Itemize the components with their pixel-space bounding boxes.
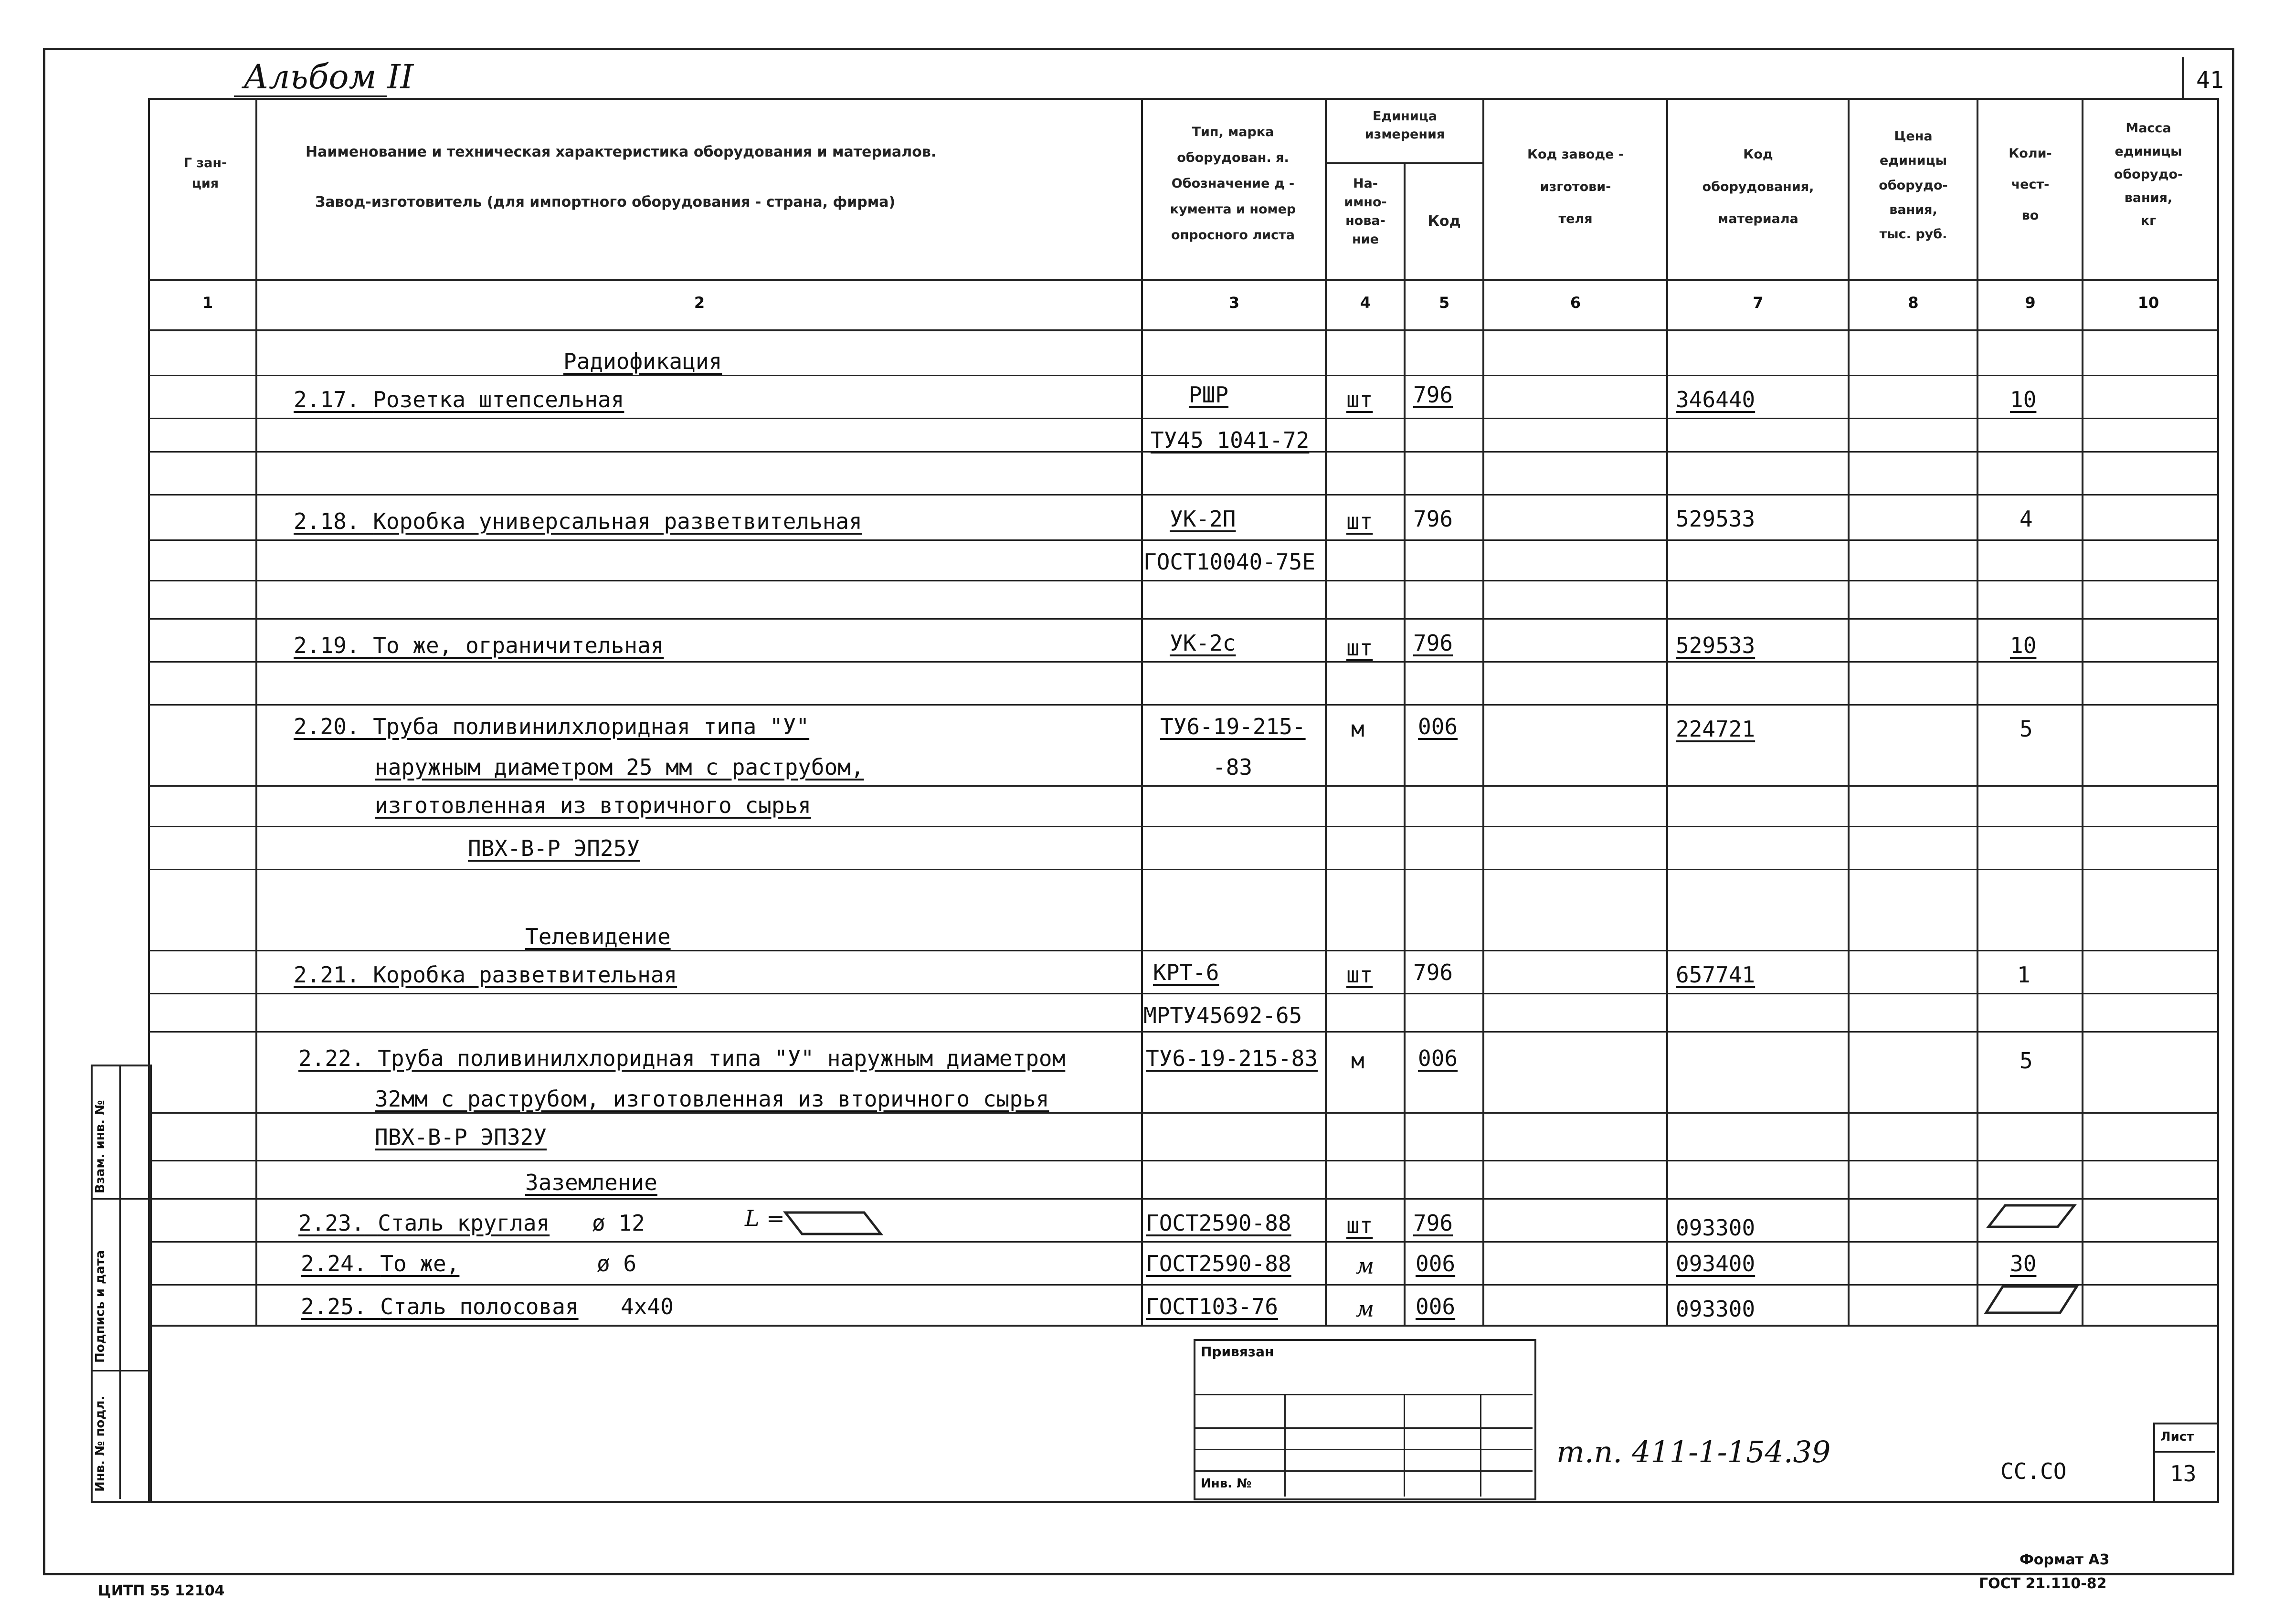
row-217-code: 796 (1413, 382, 1453, 408)
row-218-mat: 529533 (1676, 506, 1755, 532)
row-218-unit: шт (1346, 508, 1373, 534)
row-222-name3: ПВХ-В-Р ЭП32У (375, 1124, 547, 1150)
header-col5: Код (1428, 213, 1461, 230)
section-radio: Радиофикация (563, 348, 722, 374)
row-217-qty: 10 (2010, 387, 2037, 412)
colnum-1: 1 (202, 294, 213, 312)
colnum-9: 9 (2025, 294, 2036, 312)
row-217-type: РШР (1189, 382, 1229, 408)
header-col6: Код заводе - изготови- теля (1527, 147, 1624, 226)
section-tv: Телевидение (525, 924, 671, 949)
colnum-7: 7 (1753, 294, 1764, 312)
row-223-code: 796 (1413, 1210, 1453, 1236)
colnum-3: 3 (1228, 294, 1240, 312)
row-221-qty: 1 (2017, 962, 2030, 988)
colnum-5: 5 (1438, 294, 1450, 312)
row-219-qty: 10 (2010, 633, 2037, 658)
side-podpis: Подпись и дата (93, 1250, 107, 1363)
row-221-unit: шт (1346, 962, 1373, 988)
row-222-qty: 5 (2020, 1048, 2033, 1074)
stamp-mark: СС.СО (2000, 1458, 2067, 1484)
row-220-name3: изготовленная из вторичного сырья (375, 792, 811, 818)
header-col3: Тип, марка оборудован. я. Обозначение д - кумента и номер опросного листа (1170, 125, 1296, 243)
header-col9: Коли- чест- во (2009, 146, 2052, 223)
stamp-list-label: Лист (2160, 1430, 2194, 1444)
row-219-name: 2.19. То же, ограничительная (294, 633, 664, 658)
row-217-unit: шт (1346, 387, 1373, 412)
row-222-name2: 32мм с раструбом, изготовленная из вторичного сырья (375, 1086, 1049, 1112)
row-224-name: 2.24. То же, (301, 1251, 460, 1276)
row-218-type2: ГОСТ10040-75Е (1143, 549, 1316, 575)
row-222-code: 006 (1418, 1045, 1458, 1071)
colnum-2: 2 (694, 294, 705, 312)
row-220-name2: наружным диаметром 25 мм с раструбом, (375, 754, 864, 780)
row-222-type: ТУ6-19-215-83 (1146, 1045, 1318, 1071)
row-224-mat: 093400 (1676, 1251, 1755, 1276)
header-col7: Код оборудования, материала (1702, 147, 1814, 226)
row-219-mat: 529533 (1676, 633, 1755, 658)
row-221-name: 2.21. Коробка разветвительная (294, 962, 677, 988)
footer-left: ЦИТП 55 12104 (98, 1582, 225, 1599)
footer-gost: ГОСТ 21.110-82 (1979, 1575, 2107, 1592)
row-217-type2: ТУ45 1041-72 (1151, 427, 1310, 453)
row-219-code: 796 (1413, 630, 1453, 656)
row-222-name: 2.22. Труба поливинилхлоридная типа "У" наружным диаметром (298, 1045, 1066, 1071)
row-222-unit: м (1351, 1048, 1364, 1074)
stamp-privyazan: Привязан (1201, 1344, 1274, 1360)
header-col8: Цена единицы оборудо- вания, тыс. руб. (1879, 129, 1948, 242)
footer-format: Формат А3 (2020, 1551, 2110, 1568)
row-220-name: 2.20. Труба поливинилхлоридная типа "У" (294, 714, 810, 739)
colnum-8: 8 (1908, 294, 1919, 312)
row-225-type: ГОСТ103-76 (1146, 1294, 1278, 1319)
row-220-qty: 5 (2020, 716, 2033, 742)
colnum-10: 10 (2137, 294, 2159, 312)
colnum-6: 6 (1570, 294, 1581, 312)
row-224-qty: 30 (2010, 1251, 2037, 1276)
row-217-mat: 346440 (1676, 387, 1755, 412)
row-218-name: 2.18. Коробка универсальная разветвительная (294, 508, 862, 534)
qty-placeholder-shape-1 (1986, 1203, 2077, 1232)
row-223-mat: 093300 (1676, 1215, 1755, 1241)
length-placeholder-shape (783, 1210, 883, 1239)
row-225-dia: 4х40 (621, 1294, 674, 1319)
sheet-number-top: 41 (2196, 67, 2224, 94)
header-col4: На- имно- нова- ние (1344, 176, 1387, 247)
row-219-unit: шт (1346, 635, 1373, 661)
side-inv-podl: Инв. № подл. (93, 1395, 107, 1492)
row-224-type: ГОСТ2590-88 (1146, 1251, 1291, 1276)
row-223-name: 2.23. Сталь круглая (298, 1210, 550, 1236)
section-ground: Заземление (525, 1170, 657, 1195)
row-224-dia: ø 6 (597, 1251, 637, 1276)
row-218-qty: 4 (2020, 506, 2033, 532)
colnum-4: 4 (1360, 294, 1371, 312)
row-218-code: 796 (1413, 506, 1453, 532)
row-221-mat: 657741 (1676, 962, 1755, 988)
side-vzam: Взам. инв. № (93, 1100, 107, 1193)
row-225-name: 2.25. Сталь полосовая (301, 1294, 579, 1319)
row-218-type: УК-2П (1170, 506, 1236, 532)
header-col10: Масса единицы оборудо- вания, кг (2114, 121, 2183, 229)
row-220-type2: -83 (1213, 754, 1253, 780)
qty-placeholder-shape-2 (1984, 1284, 2079, 1318)
album-title: Альбом II (243, 57, 414, 96)
row-220-name4: ПВХ-В-Р ЭП25У (468, 835, 640, 861)
row-224-code: 006 (1416, 1251, 1456, 1276)
row-221-type: КРТ-6 (1153, 960, 1219, 985)
stamp-doc-code: т.п. 411-1-154.39 (1556, 1434, 1831, 1469)
row-223-type: ГОСТ2590-88 (1146, 1210, 1291, 1236)
row-220-type: ТУ6-19-215- (1160, 714, 1306, 739)
row-224-unit: м (1356, 1253, 1375, 1279)
header-col1: Г зан- ция (183, 156, 227, 191)
row-221-type2: МРТУ45692-65 (1143, 1002, 1302, 1028)
stamp-list-num: 13 (2170, 1461, 2197, 1487)
header-col45: Единица измерения (1364, 109, 1445, 142)
row-225-code: 006 (1416, 1294, 1456, 1319)
header-col2-line1: Наименование и техническая характеристика оборудования и материалов. (306, 144, 937, 160)
header-col2-line2: Завод-изготовитель (для импортного оборудования - страна, фирма) (315, 194, 896, 211)
row-217-name: 2.17. Розетка штепсельная (294, 387, 624, 412)
row-220-unit: м (1351, 716, 1364, 742)
row-223-dia: ø 12 (592, 1210, 645, 1236)
row-220-mat: 224721 (1676, 716, 1755, 742)
row-221-code: 796 (1413, 960, 1453, 985)
row-223-unit: шт (1346, 1213, 1373, 1238)
row-225-unit: м (1356, 1296, 1375, 1322)
row-220-code: 006 (1418, 714, 1458, 739)
stamp-inv: Инв. № (1201, 1476, 1252, 1491)
row-219-type: УК-2с (1170, 630, 1236, 656)
row-225-mat: 093300 (1676, 1296, 1755, 1322)
row-223-lmark: L = (745, 1205, 785, 1231)
